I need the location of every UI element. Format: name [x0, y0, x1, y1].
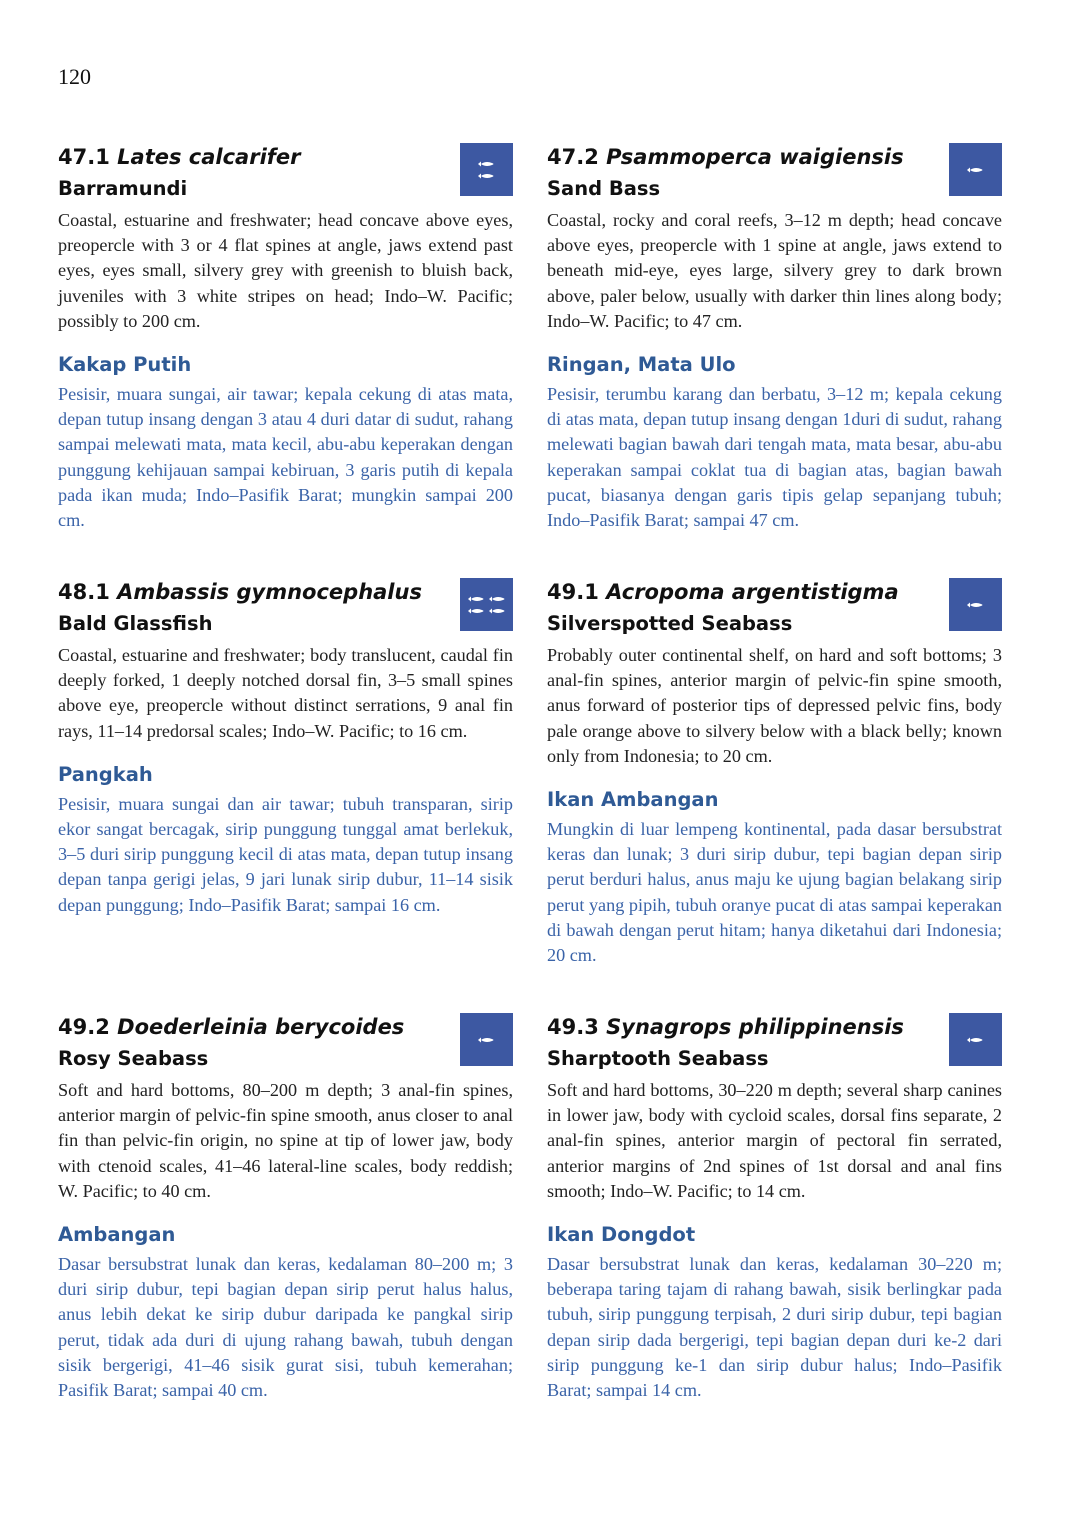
description-indonesian: Pesisir, terumbu karang dan berbatu, 3–12 m; kepala cekung di atas mata, depan tutup insang dengan 1duri di sudut, rahang melewati bagian bawah dari tengah mata, mata besar, abu-abu keperakan sampai coklat tua di bagian atas, bagian bawah pucat, biasanya dengan garis tipis gelap sepanjang tubuh; Indo–Pasifik Barat; sampai 47 cm. [547, 384, 1002, 531]
species-entry [58, 577, 513, 918]
habitat-badge [949, 143, 1002, 196]
common-name-english: Bald Glassfish [58, 612, 213, 635]
species-title [547, 1012, 1002, 1042]
description-english: Coastal, estuarine and freshwater; head concave above eyes, preopercle with 3 or 4 flat spines at angle, jaws extend past eyes, eyes small, silvery grey with greenish to bluish back, juveniles with 3 white stripes on head; Indo–W. Pacific; possibly to 200 cm. [58, 210, 513, 331]
scientific-name: Acropoma argentistigma [606, 580, 899, 604]
common-name-english: Barramundi [58, 177, 188, 200]
fish-icon [468, 596, 485, 602]
habitat-badge [460, 143, 513, 196]
fish-icon [967, 602, 984, 608]
species-entry [547, 142, 1002, 533]
common-name-indonesian: Kakap Putih [58, 353, 192, 377]
species-title [547, 577, 1002, 607]
species-number: 47.2 [547, 145, 599, 169]
fish-icon [478, 161, 495, 167]
species-entry [58, 142, 513, 533]
description-indonesian: Dasar bersubstrat lunak dan keras, kedalaman 30–220 m; beberapa taring tajam di rahang bawah, sisik berlingkar pada tubuh, sirip punggung terpisah, 2 duri sirip dubur, tepi bagian depan sirip dada bergerigi, tepi bagian depan duri ke-2 dari sirip punggung ke-1 dan sirip dubur halus; Indo–Pasifik Barat; sampai 14 cm. [547, 1254, 1002, 1401]
species-number: 48.1 [58, 580, 110, 604]
common-name-indonesian: Ikan Dongdot [547, 1223, 696, 1247]
species-title [547, 142, 1002, 172]
habitat-badge [460, 1013, 513, 1066]
description-indonesian: Pesisir, muara sungai dan air tawar; tubuh transparan, sirip ekor sangat bercagak, sirip punggung tunggal amat berlekuk, 3–5 duri sirip punggung kecil di atas mata, depan tutup insang depan tanpa gerigi jelas, 9 jari lunak sirip dubur, 11–14 sisik depan punggung; Indo–Pasifik Barat; sampai 16 cm. [58, 793, 513, 915]
description-english: Soft and hard bottoms, 80–200 m depth; 3 anal-fin spines, anterior margin of pelvic-fin spine smooth, anus closer to anal fin than pelvic-fin origin, no spine at tip of lower jaw, body with ctenoid scales, 41–46 lateral-line scales, body reddish; W. Pacific; to 40 cm. [58, 1080, 513, 1201]
species-number: 49.2 [58, 1015, 110, 1039]
species-title [58, 142, 513, 172]
fish-icon [967, 167, 984, 173]
fish-icon [489, 608, 506, 614]
fish-icon [478, 173, 495, 179]
description-indonesian: Dasar bersubstrat lunak dan keras, kedalaman 80–200 m; 3 duri sirip dubur, tepi bagian depan sirip perut halus halus, anus lebih dekat ke sirip dubur daripada ke pangkal sirip perut, tidak ada duri di ujung rahang bawah, tubuh dengan sisik bergerigi, 41–46 sisik gurat sisi, tubuh kemerahan; Pasifik Barat; sampai 40 cm. [58, 1254, 513, 1401]
species-title [58, 1012, 513, 1042]
species-entry [547, 577, 1002, 968]
common-name-english: Silverspotted Seabass [547, 612, 793, 635]
species-entry [547, 1012, 1002, 1403]
common-name-indonesian: Ambangan [58, 1223, 176, 1247]
scientific-name: Synagrops philippinensis [606, 1015, 904, 1039]
page-number: 120 [58, 64, 91, 89]
description-english: Soft and hard bottoms, 30–220 m depth; several sharp canines in lower jaw, body with cycloid scales, dorsal fins separate, 2 anal-fin spines, anterior margin of pectoral fin serrated, anterior margins of 2nd spines of 1st dorsal and anal fins smooth; Indo–W. Pacific; to 14 cm. [547, 1080, 1002, 1201]
species-number: 49.1 [547, 580, 599, 604]
species-title [58, 577, 513, 607]
habitat-badge [949, 1013, 1002, 1066]
description-indonesian: Mungkin di luar lempeng kontinental, pada dasar bersubstrat keras dan lunak; 3 duri sirip dubur, tepi bagian depan sirip perut berduri halus, anus maju ke ujung bagian belakang sirip perut yang pipih, tubuh oranye pucat di atas sampai keperakan di bawah dengan perut hitam; hanya diketahui dari Indonesia; 20 cm. [547, 819, 1002, 966]
species-number: 49.3 [547, 1015, 599, 1039]
common-name-english: Sand Bass [547, 177, 661, 200]
scientific-name: Psammoperca waigiensis [606, 145, 904, 169]
common-name-indonesian: Ringan, Mata Ulo [547, 353, 736, 377]
species-number: 47.1 [58, 145, 110, 169]
fish-icon [478, 1037, 495, 1043]
description-english: Coastal, rocky and coral reefs, 3–12 m depth; head concave above eyes, preopercle with 1 spine at angle, jaws extend to beneath mid-eye, eyes large, silvery grey to dark brown above, paler below, usually with darker thin lines along body; Indo–W. Pacific; to 47 cm. [547, 210, 1002, 331]
habitat-badge [949, 578, 1002, 631]
common-name-indonesian: Pangkah [58, 762, 153, 786]
scientific-name: Ambassis gymnocephalus [117, 580, 422, 604]
scientific-name: Doederleinia berycoides [117, 1015, 405, 1039]
habitat-badge [460, 578, 513, 631]
description-english: Coastal, estuarine and freshwater; body translucent, caudal fin deeply forked, 1 deeply notched dorsal fin, 3–5 small spines above eye, preopercle without distinct serrations, 9 anal fin rays, 11–14 predorsal scales; Indo–W. Pacific; to 16 cm. [58, 645, 513, 741]
common-name-english: Sharptooth Seabass [547, 1047, 769, 1070]
fish-icon [489, 596, 506, 602]
description-english: Probably outer continental shelf, on hard and soft bottoms; 3 anal-fin spines, anterior margin of pelvic-fin spine smooth, anus forward of posterior tips of depressed pelvic fins, body pale orange above to silvery below with a black belly; known only from Indonesia; to 20 cm. [547, 645, 1002, 766]
fish-icon [468, 608, 485, 614]
common-name-english: Rosy Seabass [58, 1047, 209, 1070]
species-entry [58, 1012, 513, 1403]
description-indonesian: Pesisir, muara sungai, air tawar; kepala cekung di atas mata, depan tutup insang dengan 3 atau 4 duri datar di sudut, rahang sampai melewati mata, mata kecil, abu-abu keperakan dengan punggung kehijauan sampai kebiruan, 3 garis putih di kepala pada ikan muda; Indo–Pasifik Barat; mungkin sampai 200 cm. [58, 384, 513, 531]
common-name-indonesian: Ikan Ambangan [547, 788, 719, 812]
scientific-name: Lates calcarifer [117, 145, 301, 169]
fish-icon [967, 1037, 984, 1043]
